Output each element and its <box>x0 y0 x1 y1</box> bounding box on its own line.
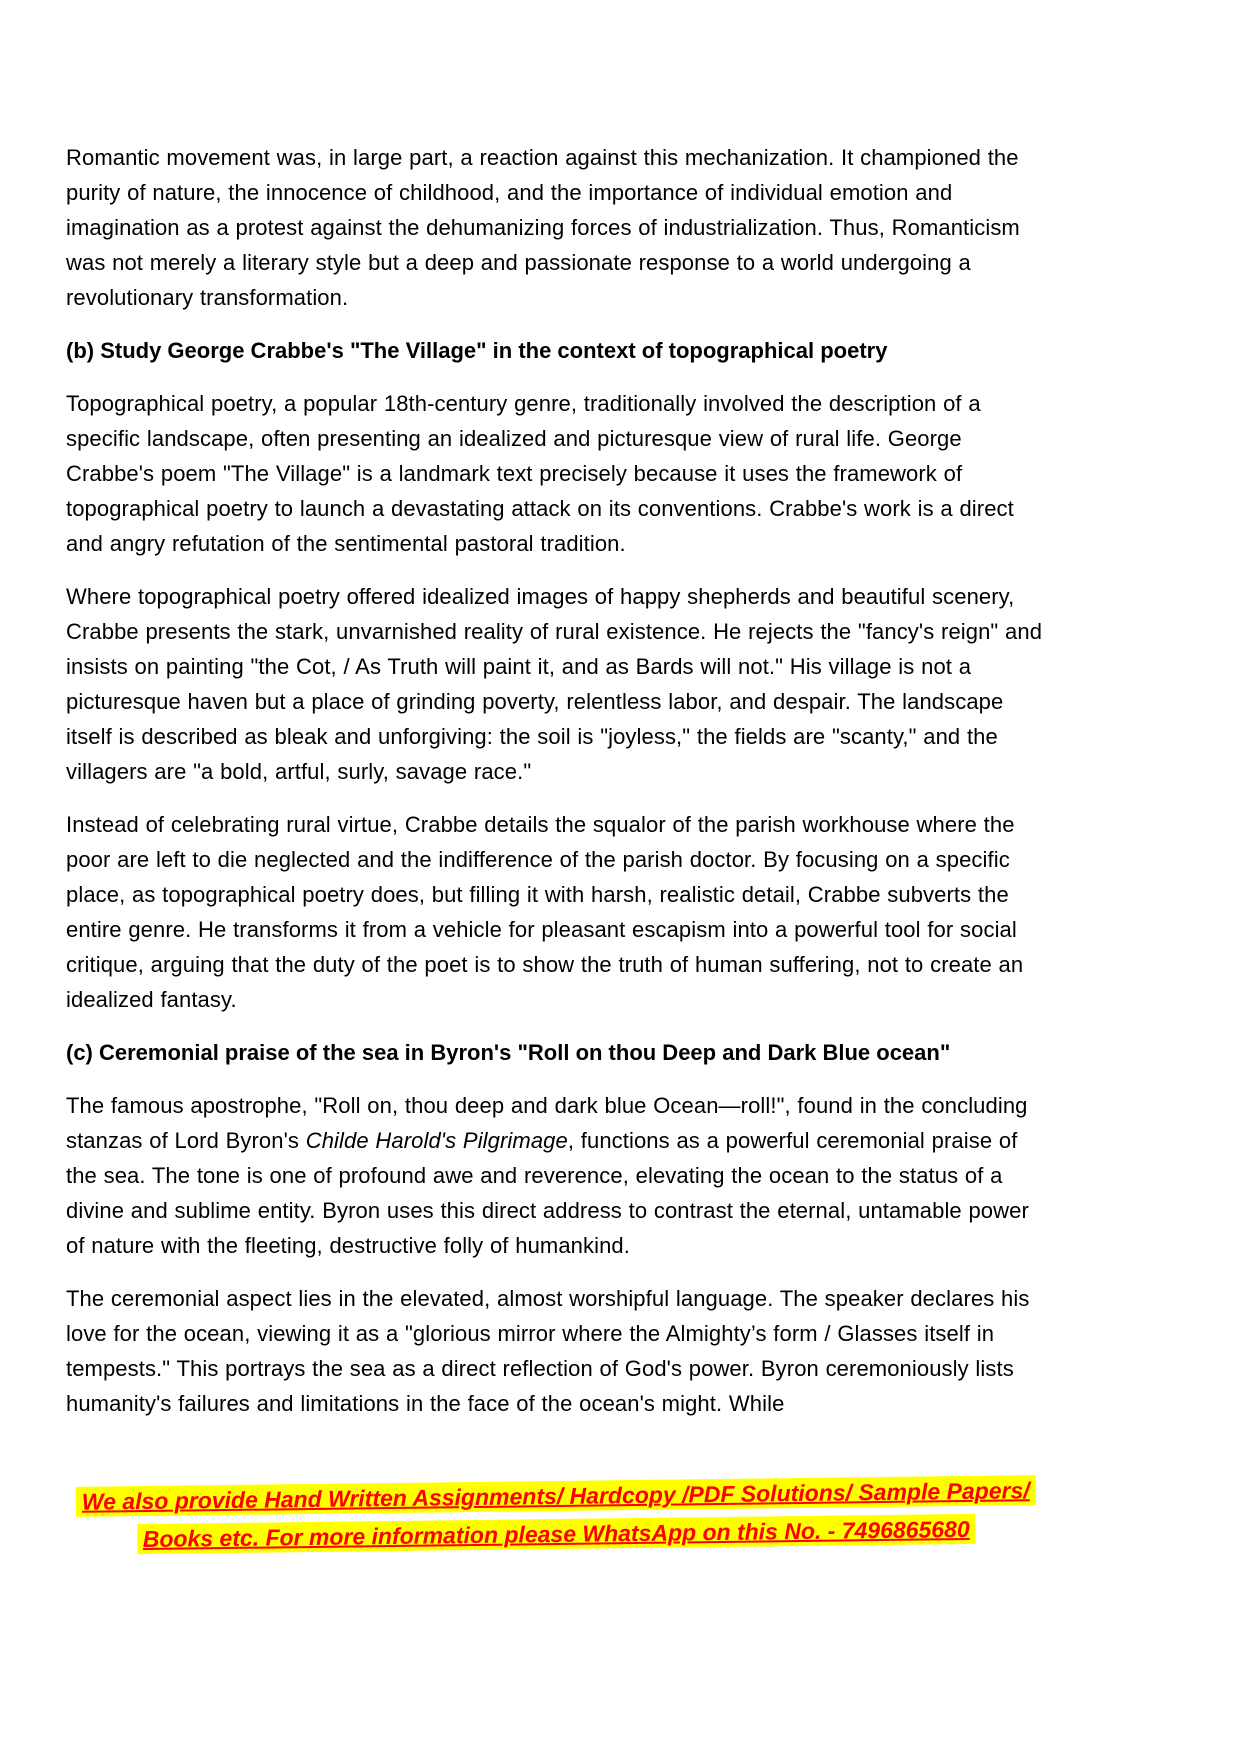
promo-footer-banner <box>66 1472 1047 1560</box>
paragraph-byron-2: The ceremonial aspect lies in the elevated, almost worshipful language. The speaker declares his love for the ocean, viewing it as a "glorious mirror where the Almighty’s form / Glasses itself in tempests." This portrays the sea as a direct reflection of God's power. Byron ceremoniously lists humanity's failures and limitations in the face of the ocean's might. While <box>66 1286 1030 1416</box>
heading-section-c: (c) Ceremonial praise of the sea in Byron's "Roll on thou Deep and Dark Blue ocean" <box>66 1040 951 1065</box>
paragraph-byron-1-after: , functions as a powerful ceremonial praise of the sea. The tone is one of profound awe and reverence, elevating the ocean to the status of a divine and sublime entity. Byron uses this direct address to contrast the eternal, untamable power of nature with the fleeting, destructive folly of humankind. <box>66 1128 1029 1258</box>
paragraph-byron-1 <box>66 1088 1046 1263</box>
paragraph-byron-1-before: The famous apostrophe, "Roll on, thou deep and dark blue Ocean—roll!", found in the concluding stanzas of Lord Byron's <box>66 1093 1028 1153</box>
heading-section-b: (b) Study George Crabbe's "The Village" in the context of topographical poetry <box>66 338 888 363</box>
paragraph-romantic-movement: Romantic movement was, in large part, a reaction against this mechanization. It championed the purity of nature, the innocence of childhood, and the importance of individual emotion and imagination as a protest against the dehumanizing forces of industrialization. Thus, Romanticism was not merely a literary style but a deep and passionate response to a world undergoing a revolutionary transformation. <box>66 145 1020 310</box>
book-title-childe-harolds-pilgrimage: Childe Harold's Pilgrimage <box>305 1128 568 1153</box>
paragraph-topographical-2: Where topographical poetry offered idealized images of happy shepherds and beautiful scenery, Crabbe presents the stark, unvarnished reality of rural existence. He rejects the "fancy's reign" and insists on painting "the Cot, / As Truth will paint it, and as Bards will not." His village is not a picturesque haven but a place of grinding poverty, relentless labor, and despair. The landscape itself is described as bleak and unforgiving: the soil is "joyless," the fields are "scanty," and the villagers are "a bold, artful, surly, savage race." <box>66 584 1043 784</box>
promo-footer-text-1: We also provide Hand Written Assignments/ Hardcopy /PDF Solutions/ Sample Papers/ <box>76 1475 1036 1517</box>
paragraph-topographical-3: Instead of celebrating rural virtue, Crabbe details the squalor of the parish workhouse where the poor are left to die neglected and the indifference of the parish doctor. By focusing on a specific place, as topographical poetry does, but filling it with harsh, realistic detail, Crabbe subverts the entire genre. He transforms it from a vehicle for pleasant escapism into a powerful tool for social critique, arguing that the duty of the poet is to show the truth of human suffering, not to create an idealized fantasy. <box>66 812 1024 1012</box>
promo-footer-text-2: Books etc. For more information please WhatsApp on this No. - 7496865680 <box>137 1514 976 1554</box>
paragraph-topographical-1: Topographical poetry, a popular 18th-century genre, traditionally involved the description of a specific landscape, often presenting an idealized and picturesque view of rural life. George Crabbe's poem "The Village" is a landmark text precisely because it uses the framework of topographical poetry to launch a devastating attack on its conventions. Crabbe's work is a direct and angry refutation of the sentimental pastoral tradition. <box>66 391 1014 556</box>
